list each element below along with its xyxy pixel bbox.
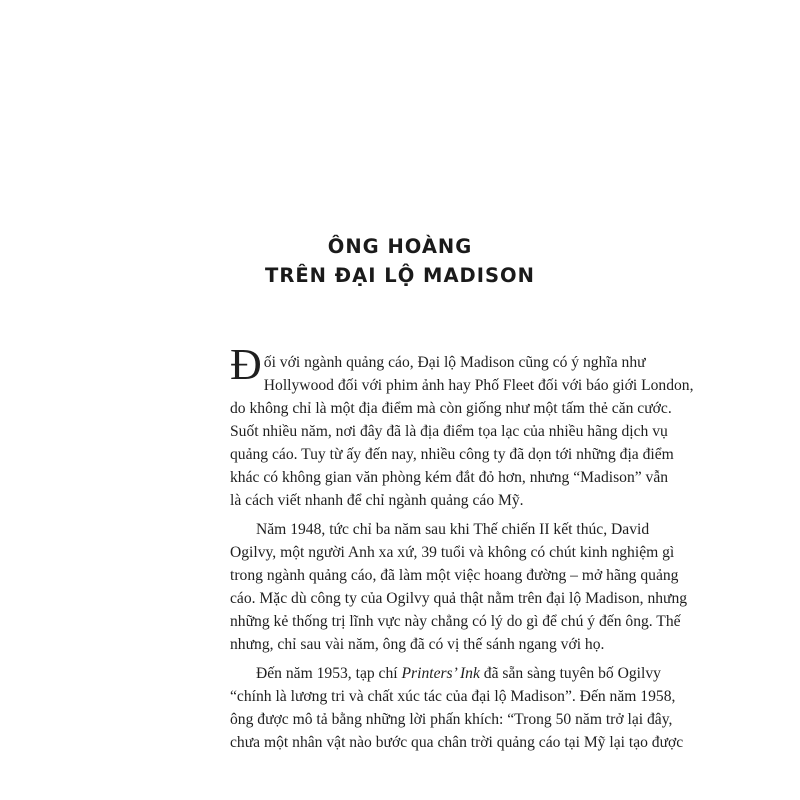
- paragraph-line: là cách viết nhanh để chỉ ngành quảng cáo Mỹ.: [230, 492, 524, 509]
- paragraph-line: chưa một nhân vật nào bước qua chân trời quảng cáo tại Mỹ lại tạo được: [230, 734, 684, 751]
- paragraph-line: do không chỉ là một địa điểm mà còn giống như một tấm thẻ căn cước.: [230, 400, 672, 417]
- paragraph-line: “chính là lương tri và chất xúc tác của đại lộ Madison”. Đến năm 1958,: [230, 688, 676, 705]
- paragraph-line: quảng cáo. Tuy từ ấy đến nay, nhiều công ty đã dọn tới những địa điểm: [230, 446, 674, 463]
- line-text: đã sẵn sàng tuyên bố Ogilvy: [479, 665, 661, 682]
- paragraph-line: trong ngành quảng cáo, đã làm một việc hoang đường – mở hãng quảng: [230, 567, 679, 584]
- chapter-title-line-1: ÔNG HOÀNG: [327, 235, 473, 258]
- drop-cap: Đ: [230, 340, 262, 389]
- chapter-title-line-2: TRÊN ĐẠI LỘ MADISON: [265, 264, 535, 287]
- paragraph-line: những kẻ thống trị lĩnh vực này chẳng có lý do gì để chú ý đến ông. Thế: [230, 613, 681, 630]
- paragraph-line: nhưng, chỉ sau vài năm, ông đã có vị thế sánh ngang với họ.: [230, 636, 605, 653]
- paragraph-line: khác có không gian văn phòng kém đắt đỏ hơn, nhưng “Madison” vẫn: [230, 469, 669, 486]
- magazine-title: Printers’ Ink: [401, 665, 480, 682]
- paragraph-line: [230, 662, 661, 685]
- paragraph-line: ông được mô tả bằng những lời phấn khích: “Trong 50 năm trở lại đây,: [230, 711, 673, 728]
- paragraph-line: Năm 1948, tức chỉ ba năm sau khi Thế chiến II kết thúc, David: [256, 521, 650, 538]
- line-text: ối với ngành quảng cáo, Đại lộ Madison cũng có ý nghĩa như: [263, 354, 646, 371]
- paragraph-line: Ogilvy, một người Anh xa xứ, 39 tuổi và không có chút kinh nghiệm gì: [230, 544, 675, 561]
- paragraph-2: [230, 518, 688, 656]
- chapter-title: [0, 232, 800, 290]
- line-text: Đến năm 1953, tạp chí: [256, 665, 402, 682]
- paragraph-line: Suốt nhiều năm, nơi đây đã là địa điểm tọa lạc của nhiều hãng dịch vụ: [230, 423, 668, 440]
- chapter-body: [230, 340, 694, 754]
- paragraph-line: Hollywood đối với phim ảnh hay Phố Fleet đối với báo giới London,: [263, 377, 694, 394]
- paragraph-1: [230, 340, 694, 512]
- paragraph-line: cáo. Mặc dù công ty của Ogilvy quả thật nằm trên đại lộ Madison, nhưng: [230, 590, 688, 607]
- paragraph-3: [230, 662, 684, 754]
